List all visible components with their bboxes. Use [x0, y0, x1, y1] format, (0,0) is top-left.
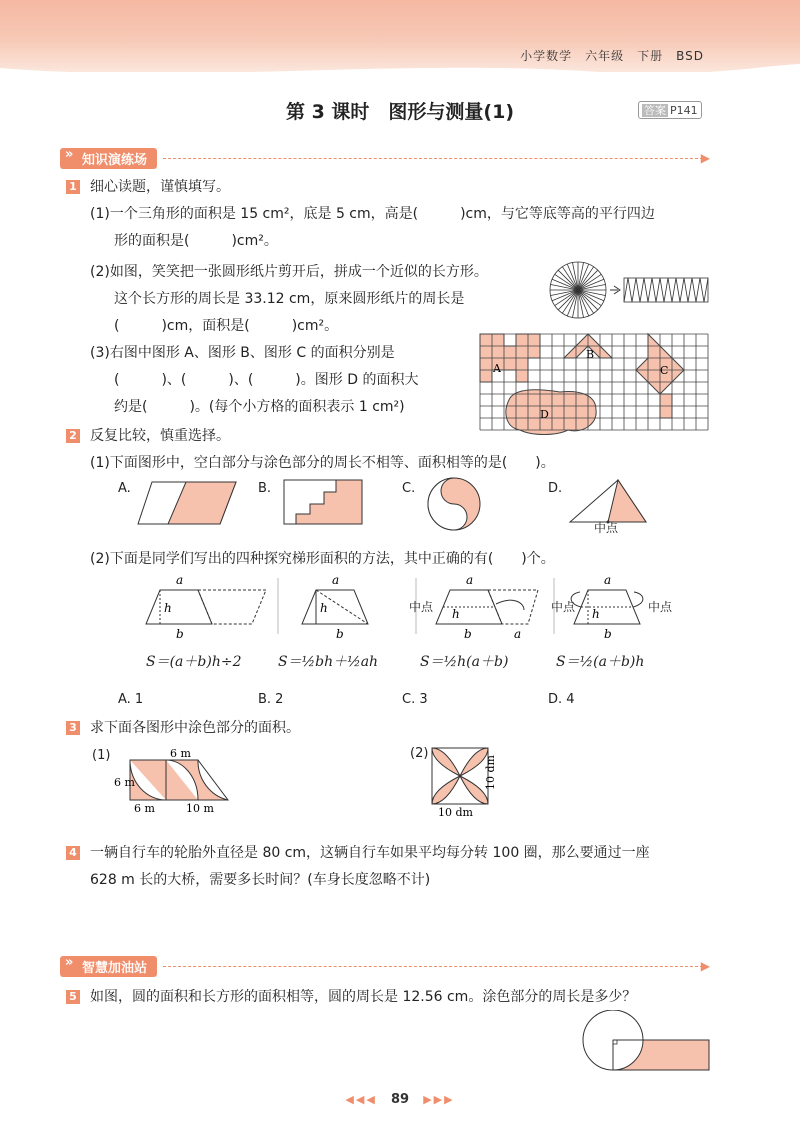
grid-label-c: C [660, 364, 669, 377]
q1-part2-line1: (2)如图，笑笑把一张圆形纸片剪开后，拼成一个近似的长方形。 [90, 264, 488, 280]
fig1-top-label: 6 m [170, 747, 191, 760]
q1-part3-line1: (3)右图中图形 A、图形 B、图形 C 的面积分别是 [90, 345, 395, 361]
q5-line1: 如图，圆的面积和长方形的面积相等，圆的周长是 12.56 cm。涂色部分的周长是多少？ [90, 989, 637, 1005]
q2-p2-option-c[interactable]: C. 3 [402, 692, 428, 707]
label-h: h [452, 607, 460, 621]
fig2-right-label: 10 dm [484, 755, 497, 790]
q3-stem: 求下面各图形中涂色部分的面积。 [90, 720, 300, 736]
book-meta: 小学数学 六年级 下册 BSD [520, 49, 704, 63]
formula-3: S＝½h(a＋b) [420, 654, 509, 670]
page-footer [0, 1092, 800, 1107]
q4-line2: 628 m 长的大桥，需要多长时间？(车身长度忽略不计) [90, 872, 431, 888]
q2-p1-option-d[interactable]: D. [548, 481, 563, 496]
fig1-left-label: 6 m [114, 776, 135, 789]
prev-arrows-icon: ◀◀◀ [345, 1093, 377, 1106]
answer-page: P141 [670, 104, 698, 117]
q1-part1-line1: (1)一个三角形的面积是 15 cm²，底是 5 cm，高是( )cm，与它等底等高的平行四边 [90, 206, 655, 222]
fig1-bottom2-label: 10 m [186, 802, 214, 815]
q1-part1-line2: 形的面积是( )cm²。 [114, 233, 278, 249]
question-number: 4 [66, 846, 80, 860]
question-number: 1 [66, 180, 80, 194]
fig2-bottom-label: 10 dm [438, 806, 473, 818]
grid-label-d: D [540, 408, 549, 421]
grid-figure [478, 332, 716, 438]
q2-p2-option-d[interactable]: D. 4 [548, 692, 575, 707]
label-h: h [592, 607, 600, 621]
question-number: 2 [66, 429, 80, 443]
label-b: b [176, 627, 184, 641]
section-boost [60, 956, 710, 976]
q2-p1-option-c[interactable]: C. [402, 481, 416, 496]
section-divider [163, 158, 703, 159]
page-title: 第 3 课时 图形与测量(1) [285, 101, 515, 123]
question-number: 3 [66, 721, 80, 735]
q2-p2-option-b[interactable]: B. 2 [258, 692, 284, 707]
label-h: h [164, 601, 172, 615]
arrow-right-icon: ▶ [700, 959, 710, 973]
midpoint-label: 中点 [551, 600, 576, 614]
q2-stem: 反复比较，慎重选择。 [90, 428, 230, 444]
label-b: b [336, 627, 344, 641]
q3-fig1-label: (1) [92, 748, 111, 763]
section-practice [60, 148, 710, 168]
answer-tag: 答案 [644, 104, 666, 117]
section-practice-label: » 知识演练场 [60, 148, 157, 169]
formula-2: S＝½bh＋½ah [278, 654, 379, 670]
option-c-figure [426, 476, 482, 532]
answer-link[interactable] [638, 101, 702, 119]
formula-4: S＝½(a＋b)h [556, 654, 645, 670]
label-a: a [466, 574, 474, 587]
q2-part1: (1)下面图形中，空白部分与涂色部分的周长不相等、面积相等的是( )。 [90, 455, 555, 471]
q1-part2-line2: 这个长方形的周长是 33.12 cm，原来圆形纸片的周长是 [114, 291, 465, 307]
section-boost-label: » 智慧加油站 [60, 956, 157, 977]
q3-figure-1 [112, 746, 242, 816]
grid-label-b: B [586, 348, 595, 361]
midpoint-label: 中点 [648, 600, 673, 614]
shape-d [506, 390, 596, 435]
q1-part3-line3: 约是( )。(每个小方格的面积表示 1 cm²) [114, 399, 405, 415]
label-a: a [514, 627, 522, 641]
q4-line1: 一辆自行车的轮胎外直径是 80 cm，这辆自行车如果平均每分转 100 圈，那么要通过一座 [90, 845, 650, 861]
label-h: h [320, 601, 328, 615]
section-divider [163, 966, 703, 967]
option-a-figure [136, 478, 240, 528]
formula-1: S＝(a＋b)h÷2 [146, 654, 242, 670]
label-a: a [604, 574, 612, 587]
q2-part2: (2)下面是同学们写出的四种探究梯形面积的方法，其中正确的有( )个。 [90, 551, 555, 567]
q3-figure-2 [428, 744, 508, 818]
q1-part2-line3: ( )cm，面积是( )cm²。 [114, 318, 339, 334]
q5-figure [580, 1010, 712, 1076]
q1-stem: 细心读题，谨慎填写。 [90, 179, 230, 195]
arrow-right-icon [610, 286, 620, 294]
option-b-figure [282, 478, 364, 526]
fig1-bottom1-label: 6 m [134, 802, 155, 815]
q2-p1-option-b[interactable]: B. [258, 481, 272, 496]
midpoint-label: 中点 [409, 600, 434, 614]
approx-rectangle [624, 278, 708, 302]
q3-fig2-label: (2) [410, 746, 429, 761]
label-b: b [604, 627, 612, 641]
arrow-right-icon: ▶ [700, 151, 710, 165]
next-arrows-icon: ▶▶▶ [423, 1093, 455, 1106]
q2-p2-option-a[interactable]: A. 1 [118, 692, 144, 707]
q1-part3-line2: ( )、( )、( )。图形 D 的面积大 [114, 372, 419, 388]
label-a: a [332, 574, 340, 587]
label-b: b [464, 627, 472, 641]
grid-label-a: A [493, 362, 501, 375]
question-number: 5 [66, 990, 80, 1004]
divided-circle [550, 262, 606, 318]
page-number: 89 [390, 1092, 410, 1107]
label-a: a [176, 574, 184, 587]
q2-p1-option-a[interactable]: A. [118, 481, 131, 496]
midpoint-label: 中点 [594, 521, 619, 535]
circle-to-rectangle-figure [548, 258, 710, 328]
